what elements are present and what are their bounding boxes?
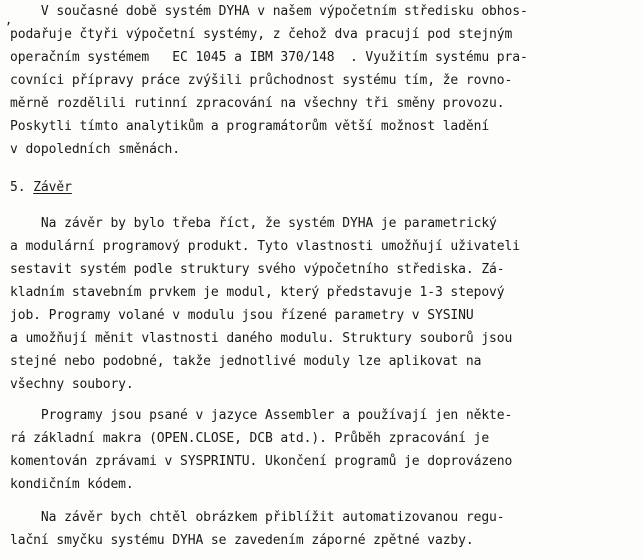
section-number: 5. <box>10 180 34 195</box>
p3-line-3: komentován zprávami v SYSPRINTU. Ukončení programů je doprovázeno <box>10 454 513 469</box>
p1-line-3: operačním systémem EC 1045 a IBM 370/148 . Využitím systému pra- <box>10 50 528 65</box>
p1-line-2: podařuje čtyři výpočetní systémy, z čehož dva pracují pod stejným <box>10 27 513 42</box>
p1-line-4: covníci přípravy práce zvýšili průchodnost systému tím, že rovno- <box>10 73 513 88</box>
p4-line-2: lační smyčku systému DYHA se zavedením záporné zpětné vazby. <box>10 533 474 548</box>
p4-line-1: Na závěr bych chtěl obrázkem přiblížit automatizovanou regu- <box>10 510 505 525</box>
margin-mark: , <box>5 13 13 27</box>
p2-line-6: a umožňují měnit vlastnosti daného modulu. Struktury souborů jsou <box>10 331 513 346</box>
p2-line-1: Na závěr by bylo třeba říct, že systém DYHA je parametrický <box>10 216 497 231</box>
p2-line-7: stejné nebo podobné, takže jednotlivé moduly lze aplikovat na <box>10 354 482 369</box>
p3-line-2: rá základní makra (OPEN.CLOSE, DCB atd.). Průběh zpracování je <box>10 431 490 446</box>
p2-line-2: a modulární programový produkt. Tyto vlastnosti umožňují uživateli <box>10 239 520 254</box>
p2-line-4: kladním stavebním prvkem je modul, který představuje 1-3 stepový <box>10 285 505 300</box>
p3-line-4: kondičním kódem. <box>10 477 134 492</box>
section-title: Závěr <box>33 180 72 195</box>
p1-line-7: v dopoledních směnách. <box>10 142 180 157</box>
p2-line-5: job. Programy volané v modulu jsou řízené parametry v SYSINU <box>10 308 474 323</box>
p3-line-1: Programy jsou psané v jazyce Assembler a používají jen někte- <box>10 408 513 423</box>
p1-line-6: Poskytli tímto analytikům a programátorům větší možnost ladění <box>10 119 490 134</box>
p2-line-8: všechny soubory. <box>10 377 134 392</box>
section-heading <box>10 180 72 196</box>
p2-line-3: sestavit systém podle struktury svého výpočetního střediska. Zá- <box>10 262 505 277</box>
p1-line-1: V současné době systém DYHA v našem výpočetním středisku obhos- <box>10 4 528 19</box>
p1-line-5: měrně rozdělili rutinní zpracování na všechny tři směny provozu. <box>10 96 505 111</box>
